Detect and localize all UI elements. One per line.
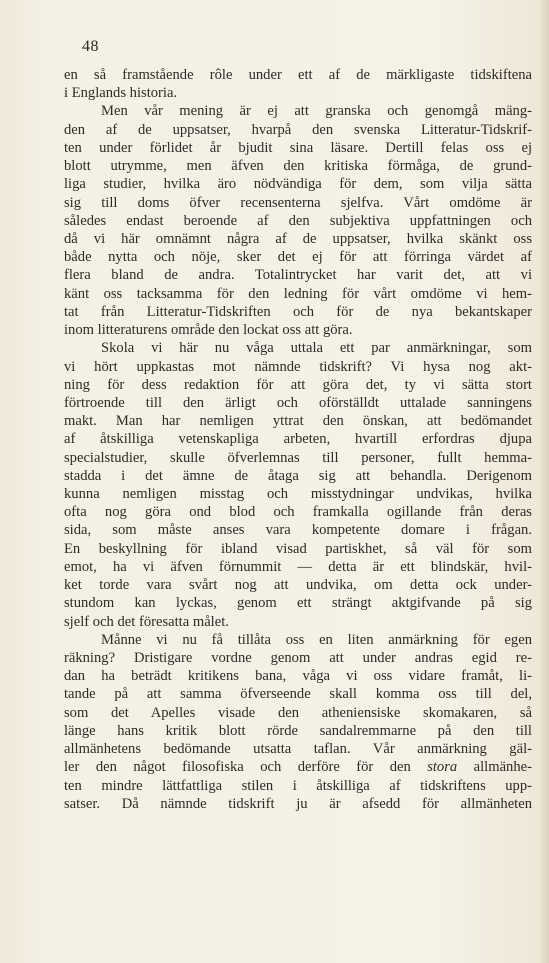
text-line: förtroende till den ärligt och oförställdt uttalade sanningens	[64, 394, 532, 411]
text-line: En beskyllning för ibland visad partiskhet, så väl för som	[64, 540, 532, 557]
text-line: ofta nog göra ond blod och framkalla ogillande från deras	[64, 504, 532, 521]
text-line: kunna nemligen misstag och misstydningar undvikas, hvilka	[64, 486, 532, 503]
text-line: tat från Litteratur-Tidskriften och för de nya bekantskaper	[64, 303, 532, 320]
text-line: således endast beroende af den subjektiva uppfattningen och	[64, 212, 532, 229]
text-line: vi hört uppkastas mot nämnde tidskrift? Vi hysa nog akt-	[64, 358, 532, 375]
text-line: Skola vi här nu våga uttala ett par anmärkningar, som	[101, 340, 532, 357]
text-line: räkning? Dristigare vordne genom att under andras egid re-	[64, 650, 532, 666]
text-line: både nytta och nöje, sker det ej för att förringa värdet af	[64, 249, 532, 266]
text-line: Men vår mening är ej att granska och genomgå mäng-	[101, 103, 532, 120]
text-line: Månne vi nu få tillåta oss en liten anmärkning för egen	[101, 631, 532, 648]
text-line: ler den något filosofiska och derföre för den stora allmänhe-	[64, 759, 532, 776]
text-line: ten mindre lättfattliga stilen i åtskilliga af tidskriftens upp-	[64, 777, 532, 794]
text-line: ning för dess redaktion för att göra det, ty vi sätta stort	[64, 376, 532, 393]
text-line: i Englands historia.	[64, 85, 178, 102]
text-line: ket torde vara svårt nog att undvika, om detta ock under-	[64, 577, 532, 594]
text-line: dan ha beträdt kritikens bana, våga vi oss vidare framåt, li-	[64, 668, 532, 685]
text-line: emot, ha vi äfven förnummit — detta är ett blindskär, hvil-	[64, 558, 532, 575]
emphasis: stora	[427, 759, 458, 776]
text-line: stadda i det ämne de åtaga sig att behandla. Derigenom	[64, 467, 532, 484]
text-line: makt. Man har nemligen yttrat den önskan, att bedömandet	[64, 413, 532, 430]
text-line: satser. Då nämnde tidskrift ju är afsedd för allmänheten	[64, 795, 532, 812]
text-line: stundom kan lyckas, genom ett strängt aktgifvande på sig	[64, 595, 532, 612]
text-line: liga studier, hvilka äro nödvändiga för dem, som vilja sätta	[64, 176, 532, 193]
text-line: länge hans kritik blott rörde sandalremmarne på den till	[64, 722, 532, 739]
text-line: känt oss tacksamma för den ledning för vårt omdöme vi hem-	[64, 285, 532, 302]
text-line: inom litteraturens område den lockat oss att göra.	[64, 322, 353, 339]
body-text	[64, 66, 532, 813]
text-line: den af de uppsatser, hvarpå den svenska Litteratur-Tidskrif-	[64, 121, 532, 138]
text-line: sig till doms öfver recensenterna sjelfva. Vårt omdöme är	[64, 194, 532, 211]
text-line: tande på att samma öfverseende skall komma oss till del,	[64, 686, 532, 703]
text-line: en så framstående rôle under ett af de märkligaste tidskiftena	[64, 67, 532, 83]
text-line: allmänhetens bedömande utsatta taflan. Vår anmärkning gäl-	[64, 741, 532, 758]
text-line: flera bland de andra. Totalintrycket har varit det, att vi	[64, 267, 532, 284]
text-line: ten under förlidet år bjudit sina läsare. Dertill felas oss ej	[64, 139, 532, 156]
text-line: sjelf och det föresatta målet.	[64, 613, 229, 630]
text-line: sida, som måste anses vara kompetente domare i frågan.	[64, 522, 532, 539]
text-line: blott utrymme, men äfven den kritiska förmåga, de grund-	[64, 158, 532, 175]
page-edge-shadow	[539, 0, 549, 963]
text-line: specialstudier, skulle öfverlemnas till personer, fullt hemma-	[64, 449, 532, 466]
text-line: då vi här omnämnt några af de uppsatser, hvilka skänkt oss	[64, 230, 532, 247]
page-number: 48	[82, 38, 99, 55]
text-line: af åtskilliga vetenskapliga arbeten, hvartill erfordras djupa	[64, 431, 532, 448]
text-line: som det Apelles visade den atheniensiske skomakaren, så	[64, 704, 532, 721]
